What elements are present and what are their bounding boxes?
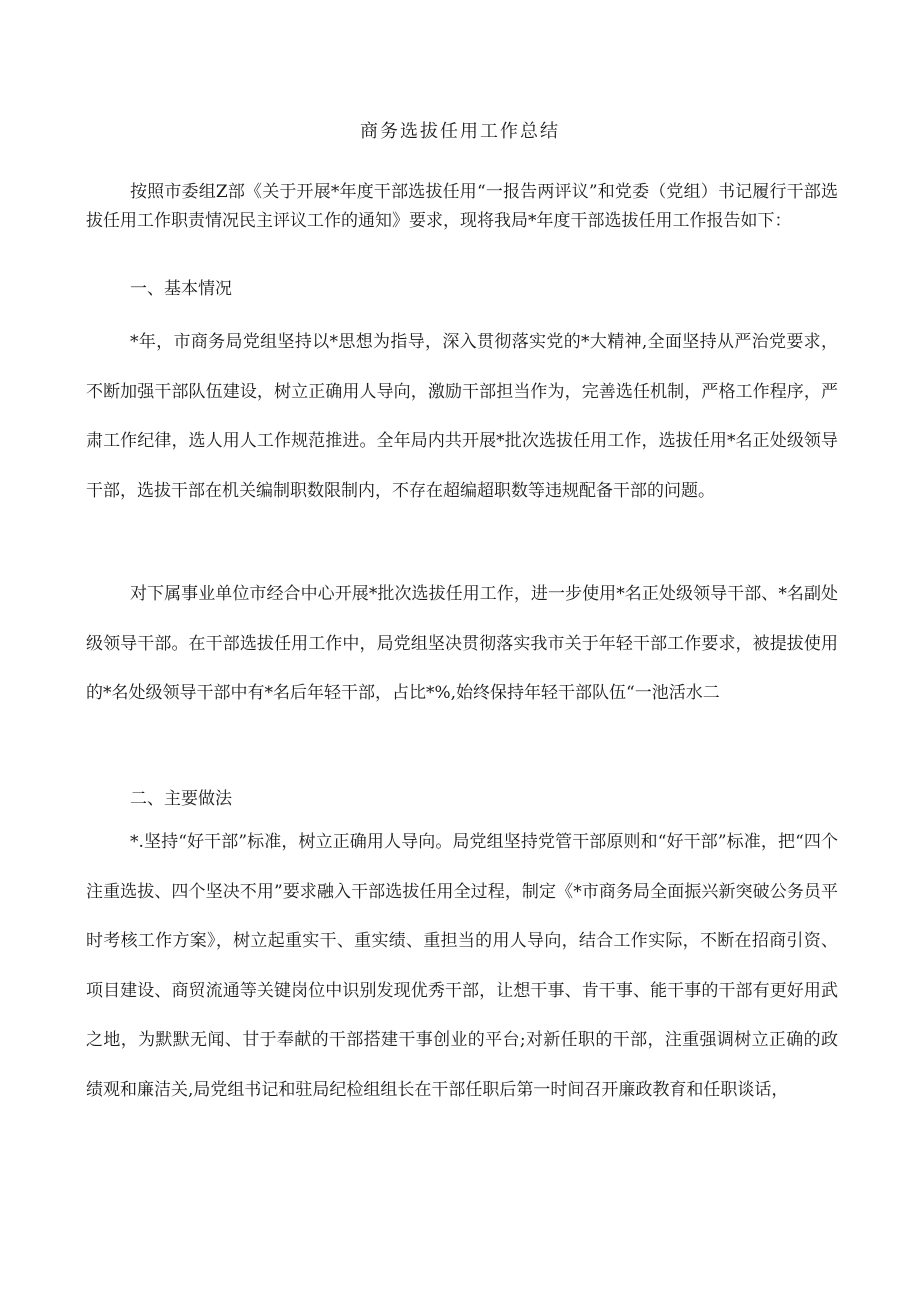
intro-paragraph: 按照市委组Z部《关于开展*年度干部选拔任用“一报告两评议”和党委（党组）书记履行干部选拔任用工作职责情况民主评议工作的通知》要求，现将我局*年度干部选拔任用工作报告如下： — [86, 182, 838, 231]
body-paragraph: *年，市商务局党组坚持以*思想为指导，深入贯彻落实党的*大精神,全面坚持从严治党要求，不断加强干部队伍建设，树立正确用人导向，激励干部担当作为，完善选任机制，严格工作程序，严肃工作纪律，选人用人工作规范推进。全年局内共开展*批次选拔任用工作，选拔任用*名正处级领导干部，选拔干部在机关编制职数限制内，不存在超编超职数等违规配备干部的问题。 — [86, 332, 838, 501]
document-title: 商务选拔任用工作总结 — [360, 121, 560, 142]
body-paragraph: 对下属事业单位市经合中心开展*批次选拔任用工作，进一步使用*名正处级领导干部、*名副处级领导干部。在干部选拔任用工作中，局党组坚决贯彻落实我市关于年轻干部工作要求，被提拔使用的*名处级领导干部中有*名后年轻干部，占比*%,始终保持年轻干部队伍“一池活水二 — [86, 584, 838, 703]
body-paragraph: *.坚持“好干部”标准，树立正确用人导向。局党组坚持党管干部原则和“好干部”标准，把“四个注重选拔、四个坚决不用”要求融入干部选拔任用全过程，制定《*市商务局全面振兴新突破公务员平时考核工作方案》，树立起重实干、重实绩、重担当的用人导向，结合工作实际，不断在招商引资、项目建设、商贸流通等关键岗位中识别发现优秀干部，让想干事、肯干事、能干事的干部有更好用武之地，为默默无闻、甘于奉献的干部搭建干事创业的平台;对新任职的干部，注重强调树立正确的政绩观和廉洁关,局党组书记和驻局纪检组组长在干部任职后第一时间召开廉政教育和任职谈话， — [86, 832, 838, 1100]
section-heading-basic-situation: 一、基本情况 — [130, 279, 232, 299]
section-heading-main-practices: 二、主要做法 — [130, 789, 232, 809]
